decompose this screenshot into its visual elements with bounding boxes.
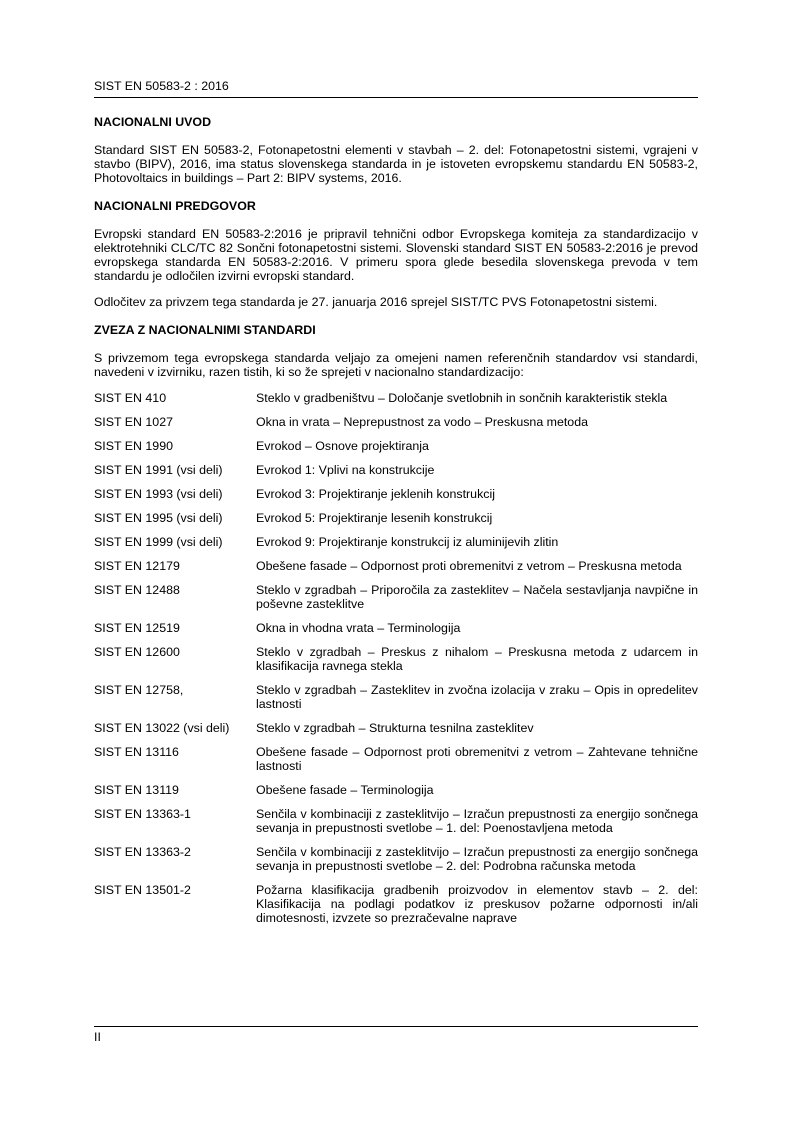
standard-code: SIST EN 410 [94, 391, 167, 405]
standard-title: Steklo v zgradbah – Strukturna tesnilna zasteklitev [256, 721, 534, 735]
standard-title: Steklo v zgradbah – Preskus z nihalom – Preskusna metoda z udarcem in klasifikacija ravnega stekla [256, 645, 698, 673]
standard-title: Senčila v kombinaciji z zasteklitvijo – Izračun prepustnosti za energijo sončnega sevanja in prepustnosti svetlobe – 1. del: Poenostavljena metoda [256, 807, 698, 835]
standard-title: Obešene fasade – Terminologija [256, 783, 434, 797]
standard-code: SIST EN 1027 [94, 415, 173, 429]
standard-title: Evrokod – Osnove projektiranja [256, 439, 429, 453]
paragraph-zveza-intro: S privzemom tega evropskega standarda veljajo za omejeni namen referenčnih standardov vsi standardi, navedeni v izvirniku, razen tistih, ki so že sprejeti v nacionalno standardizacijo: [94, 351, 698, 379]
standard-code: SIST EN 13363-1 [94, 807, 191, 821]
standard-title: Steklo v zgradbah – Priporočila za zasteklitev – Načela sestavljanja navpične in poševne zasteklitve [256, 583, 698, 611]
standard-title: Obešene fasade – Odpornost proti obremenitvi z vetrom – Zahtevane tehnične lastnosti [256, 745, 698, 773]
standard-title: Senčila v kombinaciji z zasteklitvijo – Izračun prepustnosti za energijo sončnega sevanja in prepustnosti svetlobe – 2. del: Podrobna računska metoda [256, 845, 698, 873]
standard-code: SIST EN 1990 [94, 439, 173, 453]
heading-nacionalni-uvod: NACIONALNI UVOD [94, 115, 212, 129]
standard-code: SIST EN 13119 [94, 783, 179, 797]
table-row [94, 621, 698, 645]
document-id: SIST EN 50583-2 : 2016 [94, 79, 229, 93]
table-row [94, 511, 698, 535]
table-row [94, 807, 698, 845]
heading-zveza: ZVEZA Z NACIONALNIMI STANDARDI [94, 323, 316, 337]
standard-code: SIST EN 12758, [94, 683, 184, 697]
paragraph-predgovor-1: Evropski standard EN 50583-2:2016 je pripravil tehnični odbor Evropskega komiteja za standardizacijo v elektrotehniki CLC/TC 82 Sončni fotonapetostni sistemi. Slovenski standard SIST EN 50583-2:2016 je prevod evropskega standarda EN 50583-2:2016. V primeru spora glede besedila slovenskega prevoda v tem standardu je odločilen izvirni evropski standard. [94, 227, 698, 283]
table-row [94, 845, 698, 883]
table-row [94, 721, 698, 745]
table-row [94, 415, 698, 439]
table-row [94, 487, 698, 511]
standard-code: SIST EN 13363-2 [94, 845, 191, 859]
table-row [94, 535, 698, 559]
standard-title: Steklo v gradbeništvu – Določanje svetlobnih in sončnih karakteristik stekla [256, 391, 668, 405]
standard-title: Evrokod 3: Projektiranje jeklenih konstrukcij [256, 487, 495, 501]
heading-nacionalni-predgovor: NACIONALNI PREDGOVOR [94, 199, 256, 213]
standard-code: SIST EN 13501-2 [94, 883, 191, 897]
standard-title: Okna in vrata – Neprepustnost za vodo – Preskusna metoda [256, 415, 588, 429]
standard-title: Požarna klasifikacija gradbenih proizvodov in elementov stavb – 2. del: Klasifikacija na podlagi podatkov iz preskusov požarne odpornosti in/ali dimotesnosti, izvzete so prezračevalne naprave [256, 883, 698, 925]
standard-code: SIST EN 12179 [94, 559, 180, 573]
page-header [94, 79, 698, 98]
table-row [94, 583, 698, 621]
standard-title: Evrokod 9: Projektiranje konstrukcij iz aluminijevih zlitin [256, 535, 559, 549]
table-row [94, 391, 698, 415]
standard-title: Obešene fasade – Odpornost proti obremenitvi z vetrom – Preskusna metoda [256, 559, 682, 573]
standard-code: SIST EN 12600 [94, 645, 180, 659]
table-row [94, 463, 698, 487]
standard-code: SIST EN 1999 (vsi deli) [94, 535, 223, 549]
standard-title: Evrokod 1: Vplivi na konstrukcije [256, 463, 435, 477]
table-row [94, 683, 698, 721]
standard-code: SIST EN 1993 (vsi deli) [94, 487, 223, 501]
table-row [94, 645, 698, 683]
standard-title: Evrokod 5: Projektiranje lesenih konstrukcij [256, 511, 493, 525]
paragraph-predgovor-2: Odločitev za privzem tega standarda je 27. januarja 2016 sprejel SIST/TC PVS Fotonapetostni sistemi. [94, 295, 658, 309]
page-content [94, 115, 698, 935]
standard-code: SIST EN 13022 (vsi deli) [94, 721, 230, 735]
standard-code: SIST EN 1995 (vsi deli) [94, 511, 223, 525]
paragraph-nacionalni-uvod: Standard SIST EN 50583-2, Fotonapetostni elementi v stavbah – 2. del: Fotonapetostni sistemi, vgrajeni v stavbo (BIPV), 2016, ima status slovenskega standarda in je istoveten evropskemu standardu EN 50583-2, Photovoltaics in buildings – Part 2: BIPV systems, 2016. [94, 143, 698, 185]
table-row [94, 783, 698, 807]
table-row [94, 745, 698, 783]
page-number: II [94, 1030, 101, 1044]
page-footer [94, 1026, 698, 1044]
table-row [94, 439, 698, 463]
table-row [94, 559, 698, 583]
table-row [94, 883, 698, 935]
standard-title: Steklo v zgradbah – Zasteklitev in zvočna izolacija v zraku – Opis in opredelitev lastnosti [256, 683, 698, 711]
standard-code: SIST EN 12519 [94, 621, 180, 635]
standard-code: SIST EN 1991 (vsi deli) [94, 463, 223, 477]
standard-title: Okna in vhodna vrata – Terminologija [256, 621, 461, 635]
standards-table [94, 391, 698, 935]
standard-code: SIST EN 13116 [94, 745, 179, 759]
standard-code: SIST EN 12488 [94, 583, 180, 597]
